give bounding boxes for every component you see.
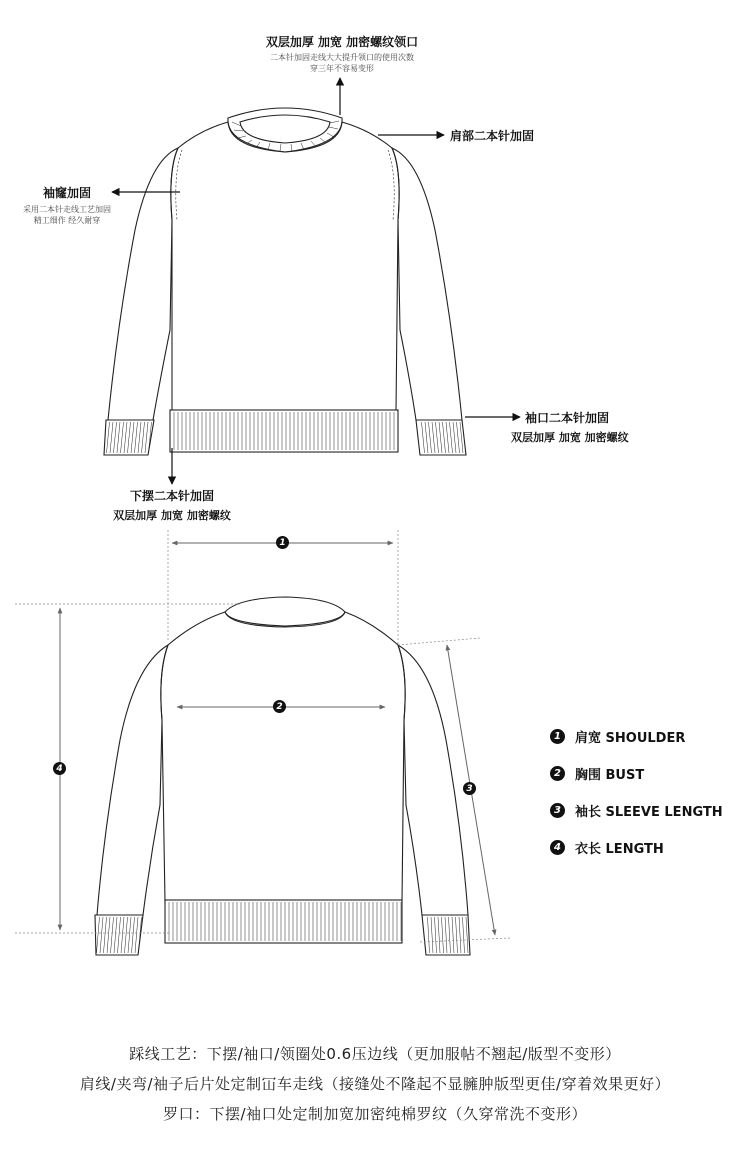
process-text-line-1: 踩线工艺：下摆/袖口/领圈处0.6压边线（更加服帖不翘起/版型不变形） — [129, 1045, 621, 1063]
back-collar-ribbing — [225, 597, 345, 626]
measurement-guides — [15, 530, 510, 942]
front-left-sleeve — [108, 148, 178, 420]
legend-item-shoulder — [550, 727, 685, 746]
front-right-sleeve — [392, 148, 462, 420]
process-text-line-2: 肩线/夹弯/袖子后片处定制冚车走线（接缝处不隆起不显臃肿版型更佳/穿着效果更好） — [79, 1075, 671, 1093]
collar-callout — [262, 33, 422, 74]
back-hem-ribbing — [165, 900, 402, 943]
back-left-sleeve — [97, 645, 168, 915]
legend-number: 3 — [550, 803, 565, 818]
legend-item-bust — [550, 764, 644, 783]
back-right-sleeve — [398, 645, 468, 915]
legend-number: 2 — [550, 766, 565, 781]
legend-label: 胸围 BUST — [575, 768, 645, 783]
front-body-outline — [171, 122, 399, 412]
back-sweater-drawing — [95, 597, 470, 955]
legend-number: 1 — [550, 729, 565, 744]
shoulder-callout: 肩部二本针加固 — [450, 129, 535, 143]
marker-sleeve: 3 — [463, 782, 476, 795]
marker-length: 4 — [53, 762, 66, 775]
hem-callout — [102, 487, 242, 523]
front-hem-ribbing — [170, 410, 398, 452]
collar-callout-line-2: 穿三年不容易变形 — [310, 64, 374, 73]
hem-callout-sub: 双层加厚 加宽 加密螺纹 — [113, 509, 231, 522]
legend-item-length — [550, 838, 664, 857]
legend-label: 肩宽 SHOULDER — [575, 731, 686, 746]
armhole-callout-title: 袖窿加固 — [42, 186, 91, 200]
process-text-line-3: 罗口：下摆/袖口处定制加宽加密纯棉罗纹（久穿常洗不变形） — [162, 1105, 588, 1123]
armhole-callout-line-2: 精工细作 经久耐穿 — [33, 216, 101, 225]
front-right-cuff — [416, 420, 466, 455]
legend-label: 衣长 LENGTH — [575, 842, 664, 857]
hem-callout-title: 下摆二本针加固 — [129, 489, 214, 503]
back-body-outline — [161, 612, 405, 902]
marker-bust: 2 — [273, 700, 286, 713]
front-sweater-drawing — [104, 108, 466, 455]
cuff-callout-title: 袖口二本针加固 — [525, 411, 610, 425]
legend-number: 4 — [550, 840, 565, 855]
collar-callout-title: 双层加厚 加宽 加密螺纹领口 — [265, 35, 419, 49]
cuff-callout-sub: 双层加厚 加宽 加密螺纹 — [511, 431, 629, 444]
collar-callout-line-1: 二本针加固走线大大提升领口的使用次数 — [270, 53, 414, 62]
marker-shoulder: 1 — [276, 536, 289, 549]
cuff-callout — [511, 409, 629, 445]
legend-item-sleeve — [550, 801, 723, 820]
armhole-callout — [22, 184, 112, 226]
legend-label: 袖长 SLEEVE LENGTH — [575, 805, 723, 820]
armhole-callout-line-1: 采用二本针走线工艺加固 — [23, 205, 111, 214]
